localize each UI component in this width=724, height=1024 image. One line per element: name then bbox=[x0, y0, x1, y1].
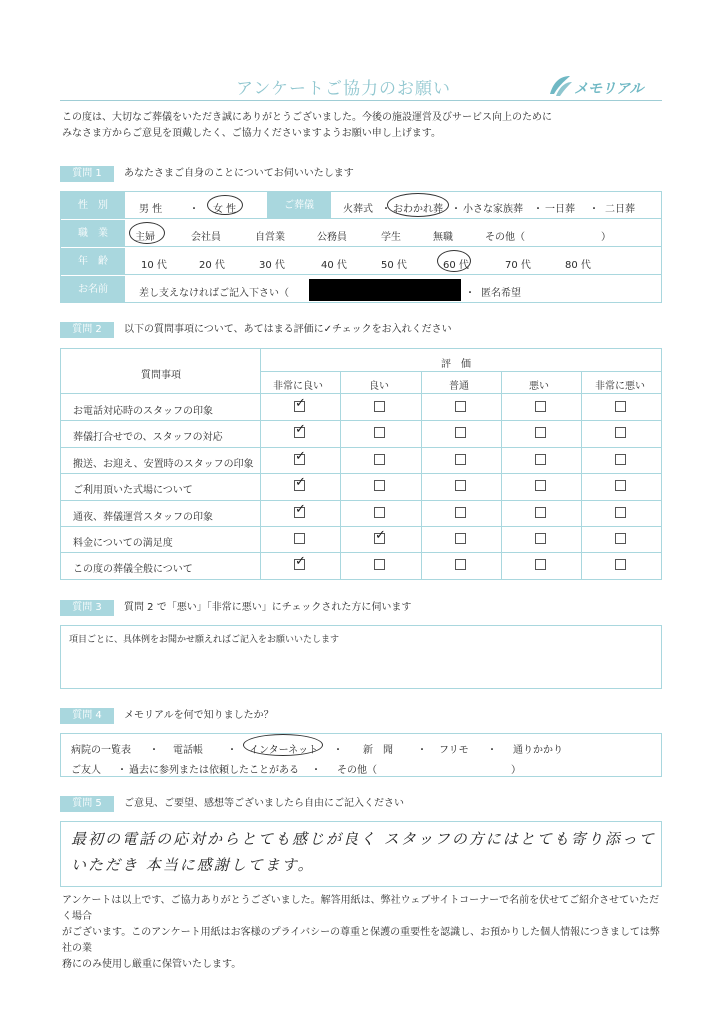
option-self-employed[interactable]: 自営業 bbox=[255, 232, 285, 243]
option-age-40[interactable]: 40 代 bbox=[321, 260, 347, 271]
option-other-close: ） bbox=[601, 232, 611, 243]
profile-row-job bbox=[61, 220, 661, 247]
option-employee[interactable]: 会社員 bbox=[191, 232, 221, 243]
age-label: 年 齢 bbox=[61, 248, 125, 274]
option-other-close: ） bbox=[511, 765, 521, 776]
option-small-family[interactable]: 小さな家族葬 bbox=[463, 204, 523, 215]
closing-line: アンケートは以上です、ご協力ありがとうございました。解答用紙は、弊社ウェブサイトコーナーで名前を伏せてご紹介させていただく場合 bbox=[62, 895, 660, 922]
rating-checkbox[interactable] bbox=[455, 401, 466, 412]
rating-checkbox[interactable] bbox=[615, 454, 626, 465]
option-separator: ・ bbox=[311, 765, 321, 776]
option-past-attendance[interactable]: 過去に参列または依頼したことがある bbox=[129, 765, 299, 776]
column-divider bbox=[260, 349, 261, 579]
rating-checkbox[interactable] bbox=[374, 480, 385, 491]
row-divider bbox=[61, 473, 661, 474]
option-passing-by[interactable]: 通りかかり bbox=[513, 745, 563, 756]
option-female[interactable]: 女 性 bbox=[213, 204, 237, 215]
option-separator: ・ bbox=[451, 204, 461, 215]
rating-checkbox[interactable] bbox=[535, 559, 546, 570]
rating-checkbox[interactable] bbox=[455, 507, 466, 518]
page-title: アンケートご協力のお願い bbox=[236, 79, 451, 99]
column-divider bbox=[421, 371, 422, 579]
checkmark-icon: ✓ bbox=[295, 554, 306, 570]
option-civil-servant[interactable]: 公務員 bbox=[317, 232, 347, 243]
question-tag: 質問 2 bbox=[60, 322, 114, 338]
option-age-80[interactable]: 80 代 bbox=[565, 260, 591, 271]
column-header: 非常に悪い bbox=[595, 381, 645, 392]
complaint-instruction: 項目ごとに、具体例をお聞かせ願えればご記入をお願いいたします bbox=[69, 635, 340, 645]
rating-row-label: 料金についての満足度 bbox=[73, 538, 173, 549]
option-separator: ・ bbox=[533, 204, 543, 215]
option-one-day[interactable]: 一日葬 bbox=[545, 204, 575, 215]
option-two-day[interactable]: 二日葬 bbox=[605, 204, 635, 215]
question-text: 以下の質問事項について、あてはまる評価に✓チェックをお入れください bbox=[124, 324, 452, 335]
rating-row-label: 搬送、お迎え、安置時のスタッフの印象 bbox=[73, 458, 254, 470]
rating-row-label: お電話対応時のスタッフの印象 bbox=[73, 406, 213, 417]
column-divider bbox=[340, 371, 341, 579]
closing-line: 務にのみ使用し厳重に保管いたします。 bbox=[62, 959, 242, 970]
profile-table bbox=[60, 191, 662, 303]
rating-checkbox[interactable] bbox=[455, 454, 466, 465]
option-internet[interactable]: インターネット bbox=[249, 745, 319, 756]
profile-row-age bbox=[61, 248, 661, 275]
rating-checkbox[interactable] bbox=[535, 454, 546, 465]
rating-checkbox[interactable] bbox=[455, 533, 466, 544]
question-text: あなたさまご自身のことについてお伺いいたします bbox=[124, 168, 354, 179]
job-label: 職 業 bbox=[61, 220, 125, 246]
option-phonebook[interactable]: 電話帳 bbox=[173, 745, 203, 756]
option-farewell[interactable]: おわかれ葬 bbox=[393, 204, 443, 215]
rating-checkbox[interactable] bbox=[615, 480, 626, 491]
question-text: メモリアルを何で知りましたか？ bbox=[124, 710, 274, 721]
option-other[interactable]: その他（ bbox=[485, 232, 525, 243]
column-header: 非常に良い bbox=[273, 381, 323, 392]
question-tag: 質問 4 bbox=[60, 708, 114, 724]
profile-row-gender bbox=[61, 192, 661, 219]
column-header: 悪い bbox=[529, 381, 549, 392]
column-divider bbox=[501, 371, 502, 579]
row-divider bbox=[61, 552, 661, 553]
option-unemployed[interactable]: 無職 bbox=[433, 232, 453, 243]
feedback-box[interactable] bbox=[60, 821, 662, 887]
option-separator: ・ bbox=[465, 288, 475, 299]
rating-checkbox[interactable] bbox=[374, 427, 385, 438]
closing-text bbox=[62, 893, 662, 973]
selected-circle bbox=[387, 193, 449, 217]
rating-checkbox[interactable] bbox=[374, 454, 385, 465]
leaf-logo-icon bbox=[546, 74, 574, 98]
rating-row-label: 通夜、葬儀運営スタッフの印象 bbox=[73, 511, 213, 523]
rating-table bbox=[60, 348, 662, 580]
rating-checkbox[interactable] bbox=[374, 401, 385, 412]
question-tag: 質問 1 bbox=[60, 166, 114, 182]
complaint-details-box[interactable] bbox=[60, 625, 662, 689]
option-other[interactable]: その他（ bbox=[337, 765, 377, 776]
option-separator: ・ bbox=[487, 745, 497, 756]
rating-checkbox[interactable] bbox=[455, 427, 466, 438]
rating-row-label: 葬儀打合せでの、スタッフの対応 bbox=[73, 432, 223, 444]
rating-checkbox[interactable] bbox=[615, 427, 626, 438]
header-divider bbox=[61, 393, 661, 394]
rating-checkbox[interactable] bbox=[374, 559, 385, 570]
option-separator: ・ bbox=[227, 745, 237, 756]
row-divider bbox=[61, 447, 661, 448]
option-age-60[interactable]: 60 代 bbox=[443, 260, 469, 271]
funeral-label: ご葬儀 bbox=[267, 192, 331, 218]
checkmark-icon: ✓ bbox=[295, 422, 306, 438]
checkmark-icon: ✓ bbox=[375, 528, 386, 543]
option-age-70[interactable]: 70 代 bbox=[505, 260, 531, 271]
option-student[interactable]: 学生 bbox=[381, 232, 401, 243]
intro-line: みなさま方からご意見を頂戴したく、ご協力くださいますようお願い申し上げます。 bbox=[62, 128, 441, 139]
closing-line: がございます。このアンケート用紙はお客様のプライバシーの尊重と保護の重要性を認識し、お預かりした個人情報につきましては弊社の業 bbox=[62, 927, 660, 954]
option-male[interactable]: 男 性 bbox=[139, 204, 163, 215]
rating-checkbox[interactable] bbox=[615, 401, 626, 412]
rating-checkbox[interactable] bbox=[294, 533, 305, 544]
name-prompt: 差し支えなければご記入下さい（ bbox=[139, 288, 289, 299]
question-tag: 質問 5 bbox=[60, 796, 114, 812]
option-age-10[interactable]: 10 代 bbox=[141, 260, 167, 271]
option-separator: ・ bbox=[333, 745, 343, 756]
column-divider bbox=[581, 371, 582, 579]
option-separator: ・ bbox=[117, 765, 127, 776]
option-separator: ・ bbox=[417, 745, 427, 756]
option-hospital-list[interactable]: 病院の一覧表 bbox=[71, 745, 131, 756]
logo-text: メモリアル bbox=[574, 81, 644, 97]
rating-checkbox[interactable] bbox=[615, 507, 626, 518]
option-age-20[interactable]: 20 代 bbox=[199, 260, 225, 271]
option-cremation[interactable]: 火葬式 bbox=[343, 204, 373, 215]
referral-source-box bbox=[60, 733, 662, 777]
option-separator: ・ bbox=[589, 204, 599, 215]
option-separator: ・ bbox=[149, 745, 159, 756]
rating-checkbox[interactable] bbox=[455, 480, 466, 491]
option-friend[interactable]: ご友人 bbox=[71, 765, 101, 776]
row-divider bbox=[61, 526, 661, 527]
checkmark-icon: ✓ bbox=[295, 501, 306, 517]
handwritten-feedback-line: いただき 本当に感謝してます。 bbox=[71, 856, 315, 874]
rating-checkbox[interactable] bbox=[535, 507, 546, 518]
option-age-50[interactable]: 50 代 bbox=[381, 260, 407, 271]
selected-circle bbox=[207, 195, 243, 215]
rating-checkbox[interactable] bbox=[535, 427, 546, 438]
profile-row-name bbox=[61, 276, 661, 303]
option-separator: ・ bbox=[381, 204, 391, 215]
rating-row-label: ご利用頂いた式場について bbox=[73, 485, 193, 497]
checkmark-icon: ✓ bbox=[295, 448, 306, 464]
rating-checkbox[interactable] bbox=[535, 401, 546, 412]
selected-circle bbox=[437, 250, 471, 272]
question-tag: 質問 3 bbox=[60, 600, 114, 616]
option-furimo[interactable]: フリモ bbox=[439, 745, 469, 756]
rating-checkbox[interactable] bbox=[615, 533, 626, 544]
header-item: 質問事項 bbox=[141, 370, 181, 381]
gender-label: 性 別 bbox=[61, 192, 125, 218]
redacted-name bbox=[309, 279, 461, 301]
question-text: ご意見、ご要望、感想等ございましたら自由にご記入ください bbox=[124, 798, 404, 809]
option-separator: ・ bbox=[189, 204, 199, 215]
row-divider bbox=[61, 500, 661, 501]
title-divider bbox=[60, 100, 662, 101]
intro-line: この度は、大切なご葬儀をいただき誠にありがとうございました。今後の施設運営及びサービス向上のために bbox=[62, 112, 552, 123]
intro-text bbox=[62, 110, 662, 142]
rating-checkbox[interactable] bbox=[535, 533, 546, 544]
rating-checkbox[interactable] bbox=[455, 559, 466, 570]
rating-checkbox[interactable] bbox=[615, 559, 626, 570]
column-header: 良い bbox=[369, 381, 389, 392]
option-newspaper[interactable]: 新 聞 bbox=[363, 745, 393, 756]
rating-row-label: この度の葬儀全般について bbox=[73, 564, 193, 576]
header-eval: 評 価 bbox=[441, 359, 471, 370]
question-text: 質問 2 で「悪い」「非常に悪い」にチェックされた方に伺います bbox=[124, 602, 412, 613]
handwritten-feedback-line: 最初の電話の応対からとても感じが良く スタッフの方にはとても寄り添って bbox=[71, 830, 656, 848]
option-age-30[interactable]: 30 代 bbox=[259, 260, 285, 271]
checkmark-icon: ✓ bbox=[295, 475, 306, 491]
brand-logo bbox=[546, 74, 666, 100]
header-divider bbox=[260, 371, 661, 372]
option-housewife[interactable]: 主婦 bbox=[135, 232, 155, 243]
column-header: 普通 bbox=[449, 381, 469, 392]
selected-circle bbox=[129, 222, 165, 244]
name-label: お名前 bbox=[61, 276, 125, 303]
rating-checkbox[interactable] bbox=[374, 507, 385, 518]
rating-checkbox[interactable] bbox=[535, 480, 546, 491]
selected-circle bbox=[243, 734, 323, 756]
option-anonymous[interactable]: 匿名希望 bbox=[481, 288, 521, 299]
checkmark-icon: ✓ bbox=[295, 396, 306, 411]
row-divider bbox=[61, 420, 661, 421]
